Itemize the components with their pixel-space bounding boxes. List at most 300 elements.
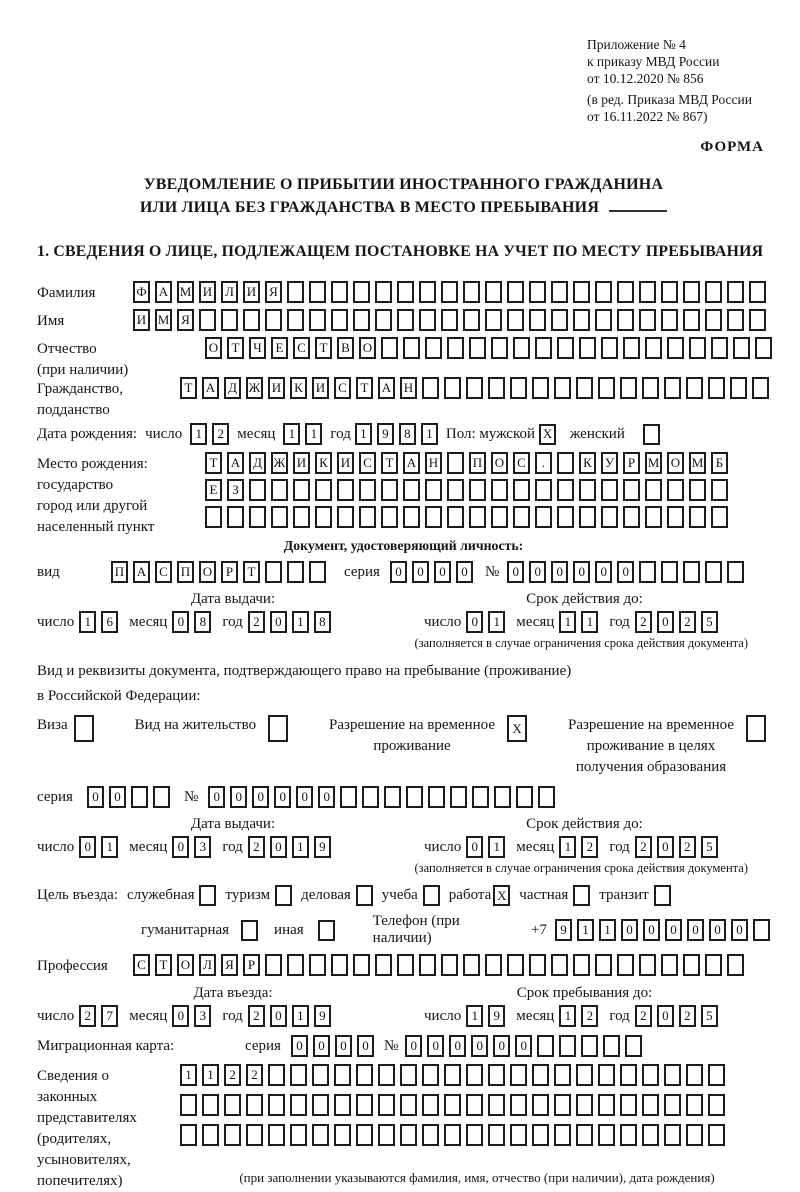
char-cell[interactable]: 2 <box>79 1005 96 1027</box>
char-cell[interactable]: 1 <box>488 611 505 633</box>
char-cell[interactable] <box>557 479 574 501</box>
char-cell[interactable] <box>419 309 436 331</box>
char-cell[interactable]: 0 <box>643 919 660 941</box>
char-cell[interactable] <box>268 1124 285 1146</box>
char-cell[interactable] <box>507 281 524 303</box>
char-cell[interactable] <box>315 506 332 528</box>
char-cell[interactable] <box>755 337 772 359</box>
char-cell[interactable] <box>705 954 722 976</box>
char-cell[interactable] <box>664 377 681 399</box>
char-cell[interactable] <box>598 377 615 399</box>
char-cell[interactable]: 0 <box>466 611 483 633</box>
char-cell[interactable]: 2 <box>679 836 696 858</box>
char-cell[interactable] <box>378 1124 395 1146</box>
char-cell[interactable] <box>551 954 568 976</box>
char-cell[interactable] <box>309 281 326 303</box>
char-cell[interactable]: 0 <box>709 919 726 941</box>
char-cell[interactable] <box>353 281 370 303</box>
char-cell[interactable] <box>617 954 634 976</box>
char-cell[interactable]: Б <box>711 452 728 474</box>
char-cell[interactable] <box>557 452 574 474</box>
char-cell[interactable] <box>510 377 527 399</box>
char-cell[interactable] <box>601 506 618 528</box>
char-cell[interactable] <box>180 1094 197 1116</box>
char-cell[interactable] <box>639 309 656 331</box>
char-cell[interactable] <box>362 786 379 808</box>
char-cell[interactable]: 9 <box>377 423 394 445</box>
char-cell[interactable]: Ф <box>133 281 150 303</box>
char-cell[interactable] <box>469 506 486 528</box>
char-cell[interactable] <box>403 506 420 528</box>
char-cell[interactable]: 0 <box>296 786 313 808</box>
char-cell[interactable] <box>661 561 678 583</box>
char-cell[interactable] <box>337 506 354 528</box>
char-cell[interactable] <box>472 786 489 808</box>
char-cell[interactable] <box>532 377 549 399</box>
char-cell[interactable] <box>400 1124 417 1146</box>
char-cell[interactable] <box>749 281 766 303</box>
char-cell[interactable] <box>488 1064 505 1086</box>
char-cell[interactable] <box>601 337 618 359</box>
char-cell[interactable]: 0 <box>172 611 189 633</box>
char-cell[interactable]: 0 <box>172 1005 189 1027</box>
char-cell[interactable]: 0 <box>412 561 429 583</box>
char-cell[interactable] <box>603 1035 620 1057</box>
char-cell[interactable] <box>491 479 508 501</box>
char-cell[interactable] <box>620 1094 637 1116</box>
char-cell[interactable] <box>686 1124 703 1146</box>
char-cell[interactable] <box>620 1064 637 1086</box>
char-cell[interactable]: 0 <box>466 836 483 858</box>
char-cell[interactable] <box>444 1124 461 1146</box>
char-cell[interactable] <box>708 1094 725 1116</box>
char-cell[interactable]: 0 <box>318 786 335 808</box>
char-cell[interactable] <box>441 281 458 303</box>
char-cell[interactable] <box>538 786 555 808</box>
char-cell[interactable] <box>444 377 461 399</box>
char-cell[interactable] <box>425 506 442 528</box>
char-cell[interactable]: К <box>290 377 307 399</box>
char-cell[interactable] <box>202 1094 219 1116</box>
char-cell[interactable]: 0 <box>109 786 126 808</box>
char-cell[interactable] <box>491 337 508 359</box>
char-cell[interactable]: 2 <box>212 423 229 445</box>
char-cell[interactable]: 1 <box>466 1005 483 1027</box>
char-cell[interactable]: С <box>293 337 310 359</box>
char-cell[interactable] <box>334 1064 351 1086</box>
char-cell[interactable] <box>507 954 524 976</box>
char-cell[interactable] <box>447 452 464 474</box>
char-cell[interactable] <box>683 561 700 583</box>
char-cell[interactable]: 0 <box>687 919 704 941</box>
char-cell[interactable] <box>551 281 568 303</box>
char-cell[interactable] <box>246 1124 263 1146</box>
char-cell[interactable]: И <box>268 377 285 399</box>
char-cell[interactable]: 0 <box>230 786 247 808</box>
char-cell[interactable] <box>667 479 684 501</box>
char-cell[interactable]: 0 <box>87 786 104 808</box>
char-cell[interactable] <box>683 309 700 331</box>
char-cell[interactable] <box>400 1064 417 1086</box>
char-cell[interactable] <box>535 506 552 528</box>
char-cell[interactable] <box>271 479 288 501</box>
char-cell[interactable]: 0 <box>270 1005 287 1027</box>
char-cell[interactable]: О <box>177 954 194 976</box>
char-cell[interactable]: 1 <box>599 919 616 941</box>
char-cell[interactable] <box>488 1094 505 1116</box>
char-cell[interactable] <box>312 1064 329 1086</box>
char-cell[interactable] <box>466 377 483 399</box>
rvp-education-checkbox[interactable] <box>746 715 766 742</box>
char-cell[interactable] <box>642 1064 659 1086</box>
char-cell[interactable] <box>639 281 656 303</box>
char-cell[interactable] <box>293 479 310 501</box>
char-cell[interactable] <box>513 506 530 528</box>
char-cell[interactable]: 0 <box>270 836 287 858</box>
char-cell[interactable]: 0 <box>405 1035 422 1057</box>
char-cell[interactable]: 0 <box>357 1035 374 1057</box>
char-cell[interactable]: Т <box>227 337 244 359</box>
char-cell[interactable]: 3 <box>194 1005 211 1027</box>
char-cell[interactable] <box>356 1124 373 1146</box>
char-cell[interactable] <box>265 309 282 331</box>
char-cell[interactable] <box>444 1094 461 1116</box>
char-cell[interactable] <box>598 1124 615 1146</box>
char-cell[interactable]: К <box>315 452 332 474</box>
char-cell[interactable] <box>554 1124 571 1146</box>
char-cell[interactable]: Т <box>315 337 332 359</box>
char-cell[interactable] <box>598 1064 615 1086</box>
char-cell[interactable] <box>488 377 505 399</box>
char-cell[interactable] <box>265 954 282 976</box>
char-cell[interactable] <box>617 281 634 303</box>
char-cell[interactable] <box>683 954 700 976</box>
char-cell[interactable] <box>337 479 354 501</box>
char-cell[interactable] <box>375 954 392 976</box>
char-cell[interactable] <box>378 1094 395 1116</box>
char-cell[interactable] <box>375 281 392 303</box>
char-cell[interactable]: 2 <box>581 836 598 858</box>
char-cell[interactable] <box>513 337 530 359</box>
char-cell[interactable] <box>705 281 722 303</box>
char-cell[interactable] <box>529 954 546 976</box>
char-cell[interactable]: А <box>202 377 219 399</box>
char-cell[interactable]: 1 <box>283 423 300 445</box>
char-cell[interactable] <box>579 506 596 528</box>
char-cell[interactable]: 1 <box>292 1005 309 1027</box>
char-cell[interactable] <box>466 1094 483 1116</box>
char-cell[interactable]: З <box>227 479 244 501</box>
char-cell[interactable] <box>554 1094 571 1116</box>
char-cell[interactable] <box>334 1094 351 1116</box>
char-cell[interactable]: 2 <box>635 1005 652 1027</box>
char-cell[interactable]: 1 <box>577 919 594 941</box>
char-cell[interactable] <box>683 281 700 303</box>
char-cell[interactable] <box>661 281 678 303</box>
char-cell[interactable] <box>510 1064 527 1086</box>
char-cell[interactable] <box>513 479 530 501</box>
char-cell[interactable] <box>265 561 282 583</box>
char-cell[interactable] <box>623 337 640 359</box>
char-cell[interactable]: И <box>243 281 260 303</box>
char-cell[interactable] <box>576 377 593 399</box>
char-cell[interactable] <box>419 954 436 976</box>
char-cell[interactable]: 0 <box>493 1035 510 1057</box>
char-cell[interactable]: П <box>469 452 486 474</box>
char-cell[interactable] <box>224 1094 241 1116</box>
char-cell[interactable]: И <box>312 377 329 399</box>
char-cell[interactable]: Ж <box>271 452 288 474</box>
char-cell[interactable]: 0 <box>335 1035 352 1057</box>
char-cell[interactable]: 1 <box>559 611 576 633</box>
char-cell[interactable]: 5 <box>701 836 718 858</box>
char-cell[interactable] <box>293 506 310 528</box>
char-cell[interactable] <box>749 309 766 331</box>
char-cell[interactable]: Т <box>205 452 222 474</box>
char-cell[interactable] <box>463 309 480 331</box>
char-cell[interactable] <box>661 309 678 331</box>
char-cell[interactable] <box>705 561 722 583</box>
char-cell[interactable]: Н <box>400 377 417 399</box>
char-cell[interactable]: А <box>378 377 395 399</box>
char-cell[interactable] <box>315 479 332 501</box>
char-cell[interactable] <box>375 309 392 331</box>
char-cell[interactable] <box>645 337 662 359</box>
char-cell[interactable] <box>485 954 502 976</box>
char-cell[interactable] <box>507 309 524 331</box>
char-cell[interactable]: В <box>337 337 354 359</box>
char-cell[interactable]: Ч <box>249 337 266 359</box>
char-cell[interactable] <box>221 309 238 331</box>
char-cell[interactable] <box>450 786 467 808</box>
char-cell[interactable]: 6 <box>101 611 118 633</box>
char-cell[interactable]: 1 <box>421 423 438 445</box>
purpose-tourism-checkbox[interactable] <box>275 885 292 906</box>
char-cell[interactable]: А <box>403 452 420 474</box>
char-cell[interactable]: И <box>337 452 354 474</box>
char-cell[interactable]: 8 <box>314 611 331 633</box>
char-cell[interactable] <box>180 1124 197 1146</box>
char-cell[interactable] <box>642 1124 659 1146</box>
char-cell[interactable] <box>689 337 706 359</box>
char-cell[interactable]: Р <box>221 561 238 583</box>
char-cell[interactable] <box>664 1124 681 1146</box>
char-cell[interactable] <box>334 1124 351 1146</box>
char-cell[interactable] <box>397 309 414 331</box>
char-cell[interactable]: 8 <box>399 423 416 445</box>
char-cell[interactable] <box>249 506 266 528</box>
char-cell[interactable]: 2 <box>246 1064 263 1086</box>
char-cell[interactable] <box>353 309 370 331</box>
char-cell[interactable] <box>711 479 728 501</box>
purpose-work-checkbox[interactable]: X <box>493 885 510 906</box>
char-cell[interactable] <box>359 479 376 501</box>
char-cell[interactable] <box>441 954 458 976</box>
char-cell[interactable] <box>246 1094 263 1116</box>
char-cell[interactable] <box>579 337 596 359</box>
char-cell[interactable]: 0 <box>274 786 291 808</box>
char-cell[interactable]: 9 <box>488 1005 505 1027</box>
char-cell[interactable]: О <box>199 561 216 583</box>
char-cell[interactable] <box>532 1094 549 1116</box>
char-cell[interactable]: 0 <box>573 561 590 583</box>
char-cell[interactable]: Е <box>271 337 288 359</box>
char-cell[interactable] <box>708 377 725 399</box>
visa-checkbox[interactable] <box>74 715 94 742</box>
purpose-study-checkbox[interactable] <box>423 885 440 906</box>
char-cell[interactable] <box>557 337 574 359</box>
char-cell[interactable] <box>573 309 590 331</box>
sex-female-checkbox[interactable] <box>643 424 660 445</box>
char-cell[interactable] <box>466 1124 483 1146</box>
char-cell[interactable]: 0 <box>208 786 225 808</box>
char-cell[interactable]: 5 <box>701 611 718 633</box>
char-cell[interactable]: 0 <box>270 611 287 633</box>
char-cell[interactable] <box>425 479 442 501</box>
char-cell[interactable]: 1 <box>488 836 505 858</box>
char-cell[interactable] <box>535 479 552 501</box>
char-cell[interactable] <box>485 309 502 331</box>
char-cell[interactable] <box>205 506 222 528</box>
char-cell[interactable] <box>537 1035 554 1057</box>
char-cell[interactable] <box>510 1124 527 1146</box>
char-cell[interactable] <box>463 281 480 303</box>
char-cell[interactable]: 1 <box>292 836 309 858</box>
char-cell[interactable]: 0 <box>456 561 473 583</box>
char-cell[interactable] <box>645 506 662 528</box>
char-cell[interactable]: 9 <box>314 1005 331 1027</box>
char-cell[interactable] <box>601 479 618 501</box>
char-cell[interactable]: Р <box>243 954 260 976</box>
char-cell[interactable] <box>384 786 401 808</box>
char-cell[interactable]: 1 <box>202 1064 219 1086</box>
char-cell[interactable]: М <box>645 452 662 474</box>
char-cell[interactable] <box>290 1124 307 1146</box>
char-cell[interactable]: 1 <box>355 423 372 445</box>
char-cell[interactable]: 2 <box>679 1005 696 1027</box>
char-cell[interactable]: 0 <box>595 561 612 583</box>
char-cell[interactable]: С <box>359 452 376 474</box>
char-cell[interactable]: 0 <box>252 786 269 808</box>
char-cell[interactable] <box>494 786 511 808</box>
char-cell[interactable] <box>403 337 420 359</box>
char-cell[interactable]: 8 <box>194 611 211 633</box>
char-cell[interactable] <box>573 281 590 303</box>
char-cell[interactable] <box>444 1064 461 1086</box>
char-cell[interactable]: Я <box>265 281 282 303</box>
char-cell[interactable] <box>639 561 656 583</box>
char-cell[interactable]: 0 <box>471 1035 488 1057</box>
char-cell[interactable] <box>287 954 304 976</box>
char-cell[interactable] <box>249 479 266 501</box>
char-cell[interactable] <box>359 506 376 528</box>
char-cell[interactable] <box>356 1064 373 1086</box>
char-cell[interactable]: Н <box>425 452 442 474</box>
char-cell[interactable] <box>422 1094 439 1116</box>
char-cell[interactable]: 0 <box>515 1035 532 1057</box>
char-cell[interactable]: О <box>667 452 684 474</box>
char-cell[interactable]: 0 <box>657 1005 674 1027</box>
char-cell[interactable] <box>309 309 326 331</box>
char-cell[interactable] <box>290 1094 307 1116</box>
char-cell[interactable]: 1 <box>305 423 322 445</box>
char-cell[interactable]: Л <box>199 954 216 976</box>
char-cell[interactable]: И <box>133 309 150 331</box>
char-cell[interactable]: 0 <box>390 561 407 583</box>
char-cell[interactable]: 0 <box>427 1035 444 1057</box>
char-cell[interactable]: 5 <box>701 1005 718 1027</box>
char-cell[interactable]: 2 <box>581 1005 598 1027</box>
char-cell[interactable] <box>485 281 502 303</box>
char-cell[interactable] <box>532 1064 549 1086</box>
char-cell[interactable] <box>378 1064 395 1086</box>
char-cell[interactable] <box>425 337 442 359</box>
char-cell[interactable] <box>705 309 722 331</box>
char-cell[interactable]: 0 <box>665 919 682 941</box>
char-cell[interactable]: 3 <box>194 836 211 858</box>
char-cell[interactable] <box>381 506 398 528</box>
char-cell[interactable] <box>309 561 326 583</box>
char-cell[interactable]: Я <box>221 954 238 976</box>
char-cell[interactable] <box>554 1064 571 1086</box>
char-cell[interactable] <box>381 479 398 501</box>
char-cell[interactable]: Т <box>356 377 373 399</box>
char-cell[interactable]: 2 <box>635 611 652 633</box>
char-cell[interactable] <box>400 1094 417 1116</box>
char-cell[interactable] <box>686 1094 703 1116</box>
char-cell[interactable]: М <box>177 281 194 303</box>
char-cell[interactable] <box>664 1094 681 1116</box>
char-cell[interactable] <box>581 1035 598 1057</box>
char-cell[interactable] <box>447 506 464 528</box>
char-cell[interactable] <box>642 377 659 399</box>
char-cell[interactable] <box>340 786 357 808</box>
char-cell[interactable] <box>463 954 480 976</box>
char-cell[interactable]: 1 <box>180 1064 197 1086</box>
char-cell[interactable] <box>331 309 348 331</box>
char-cell[interactable] <box>730 377 747 399</box>
char-cell[interactable]: 1 <box>559 1005 576 1027</box>
char-cell[interactable]: 1 <box>581 611 598 633</box>
char-cell[interactable] <box>595 954 612 976</box>
char-cell[interactable] <box>579 479 596 501</box>
char-cell[interactable]: О <box>491 452 508 474</box>
char-cell[interactable] <box>271 506 288 528</box>
char-cell[interactable] <box>598 1094 615 1116</box>
purpose-private-checkbox[interactable] <box>573 885 590 906</box>
char-cell[interactable] <box>639 954 656 976</box>
char-cell[interactable]: 2 <box>635 836 652 858</box>
char-cell[interactable] <box>617 309 634 331</box>
char-cell[interactable]: 2 <box>679 611 696 633</box>
char-cell[interactable] <box>623 479 640 501</box>
char-cell[interactable]: П <box>111 561 128 583</box>
char-cell[interactable] <box>576 1124 593 1146</box>
char-cell[interactable]: А <box>155 281 172 303</box>
char-cell[interactable] <box>752 377 769 399</box>
char-cell[interactable]: 2 <box>248 836 265 858</box>
char-cell[interactable] <box>753 919 770 941</box>
char-cell[interactable] <box>559 1035 576 1057</box>
char-cell[interactable] <box>664 1064 681 1086</box>
char-cell[interactable]: С <box>155 561 172 583</box>
char-cell[interactable] <box>202 1124 219 1146</box>
char-cell[interactable]: Р <box>623 452 640 474</box>
char-cell[interactable]: 1 <box>559 836 576 858</box>
char-cell[interactable] <box>268 1094 285 1116</box>
char-cell[interactable]: 0 <box>617 561 634 583</box>
char-cell[interactable] <box>131 786 148 808</box>
